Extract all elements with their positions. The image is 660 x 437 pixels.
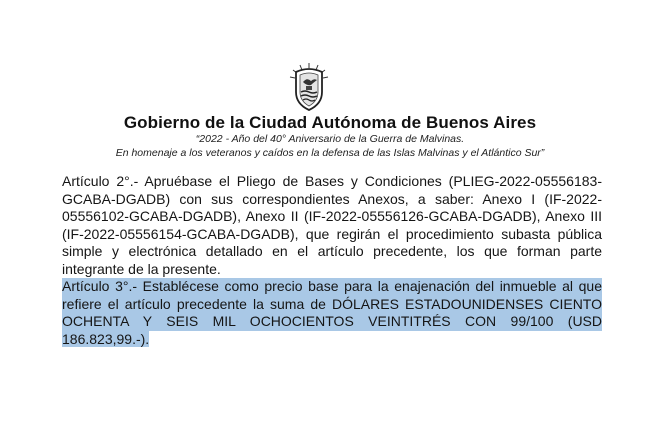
document-body [62,173,602,348]
articulo-2-line: (IF-2022-05556154-GCABA-DGADB), que regirán el procedimiento subasta pública [62,225,602,242]
coat-of-arms-icon [288,62,330,112]
header-subtitle-line2: En homenaje a los veteranos y caídos en la defensa de las Islas Malvinas y el Atlántico Sur” [115,147,545,159]
header-subtitle-line1: “2022 - Año del 40° Aniversario de la Guerra de Malvinas. [195,133,465,145]
articulo-3-line[interactable]: refiere el artículo precedente la suma de DÓLARES ESTADOUNIDENSES CIENTO [62,295,602,312]
articulo-2-line: GCABA-DGADB) con sus correspondientes Anexos, a saber: Anexo I (IF-2022- [62,190,602,207]
articulo-3-line-last-text[interactable]: 186.823,99.-). [62,330,150,347]
articulo-3-line-last[interactable] [62,331,602,349]
articulo-2-line: integrante de la presente. [62,260,221,277]
articulo-3-line[interactable]: Artículo 3°.- Establécese como precio base para la enajenación del inmueble al que [62,278,602,294]
articulo-3-line[interactable]: OCHENTA Y SEIS MIL OCHOCIENTOS VEINTITRÉS CON 99/100 (USD [62,313,602,329]
articulo-2-line: simple y electrónica detallado en el artículo precedente, los que forman parte [62,243,602,259]
page-title: Gobierno de la Ciudad Autónoma de Buenos Aires [123,113,537,132]
articulo-2-paragraph [62,173,602,278]
articulo-3-paragraph-selected[interactable] [62,278,602,348]
articulo-2-line: Artículo 2°.- Apruébase el Pliego de Bases y Condiciones (PLIEG-2022-05556183- [62,173,602,189]
articulo-2-line: 05556102-GCABA-DGADB), Anexo II (IF-2022-05556126-GCABA-DGADB), Anexo III [62,208,602,224]
